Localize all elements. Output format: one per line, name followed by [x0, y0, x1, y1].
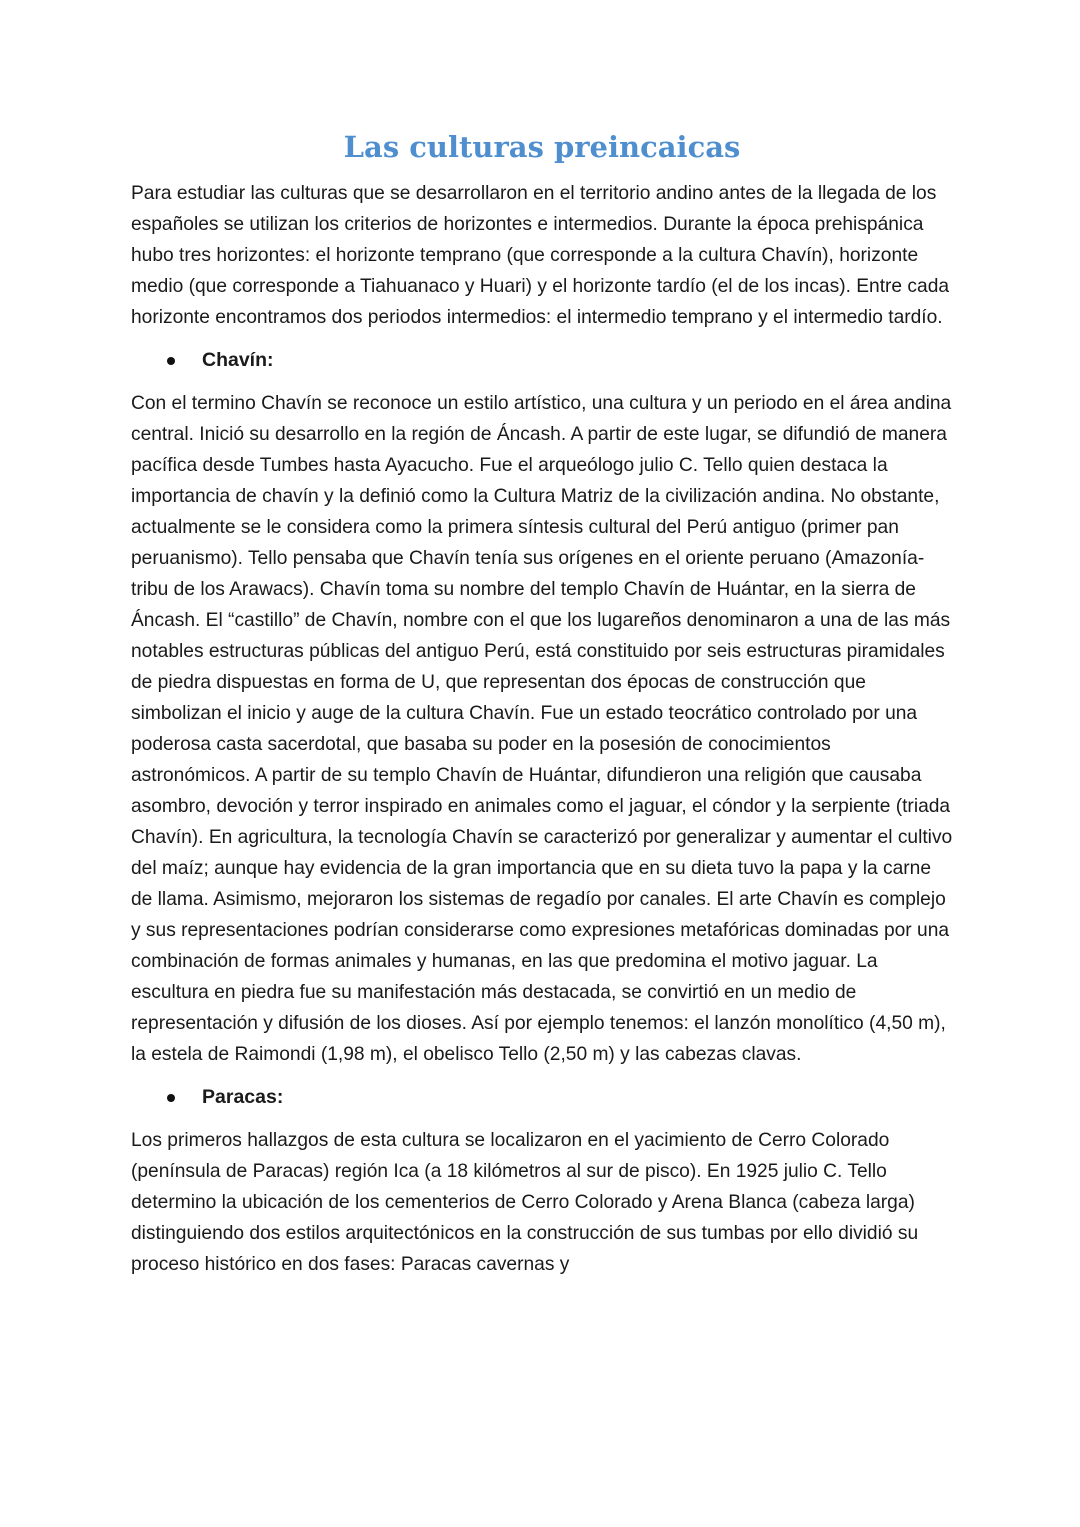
section-heading-chavin	[167, 345, 953, 376]
bullet-icon	[167, 357, 175, 365]
chavin-paragraph: Con el termino Chavín se reconoce un estilo artístico, una cultura y un periodo en el área andina central. Inició su desarrollo en la región de Áncash. A partir de este lugar, se difundió de manera pacífica desde Tumbes hasta Ayacucho. Fue el arqueólogo julio C. Tello quien destaca la importancia de chavín y la definió como la Cultura Matriz de la civilización andina. No obstante, actualmente se le considera como la primera síntesis cultural del Perú antiguo (primer pan peruanismo). Tello pensaba que Chavín tenía sus orígenes en el oriente peruano (Amazonía-tribu de los Arawacs). Chavín toma su nombre del templo Chavín de Huántar, en la sierra de Áncash. El “castillo” de Chavín, nombre con el que los lugareños denominaron a una de las más notables estructuras públicas del antiguo Perú, está constituido por seis estructuras piramidales de piedra dispuestas en forma de U, que representan dos épocas de construcción que simbolizan el inicio y auge de la cultura Chavín. Fue un estado teocrático controlado por una poderosa casta sacerdotal, que basaba su poder en la posesión de conocimientos astronómicos. A partir de su templo Chavín de Huántar, difundieron una religión que causaba asombro, devoción y terror inspirado en animales como el jaguar, el cóndor y la serpiente (triada Chavín). En agricultura, la tecnología Chavín se caracterizó por generalizar y aumentar el cultivo del maíz; aunque hay evidencia de la gran importancia que en su dieta tuvo la papa y la carne de llama. Asimismo, mejoraron los sistemas de regadío por canales. El arte Chavín es complejo y sus representaciones podrían considerarse como expresiones metafóricas dominadas por una combinación de formas animales y humanas, en las que predomina el motivo jaguar. La escultura en piedra fue su manifestación más destacada, se convirtió en un medio de representación y difusión de los dioses. Así por ejemplo tenemos: el lanzón monolítico (4,50 m), la estela de Raimondi (1,98 m), el obelisco Tello (2,50 m) y las cabezas clavas.	[131, 393, 953, 1065]
document-title: Las culturas preincaicas	[343, 130, 741, 164]
section-heading-paracas	[167, 1082, 953, 1113]
section-heading-label: Paracas:	[202, 1086, 284, 1108]
paracas-paragraph: Los primeros hallazgos de esta cultura se localizaron en el yacimiento de Cerro Colorado (península de Paracas) región Ica (a 18 kilómetros al sur de pisco). En 1925 julio C. Tello determino la ubicación de los cementerios de Cerro Colorado y Arena Blanca (cabeza larga) distinguiendo dos estilos arquitectónicos en la construcción de sus tumbas por ello dividió su proceso histórico en dos fases: Paracas cavernas y	[131, 1130, 919, 1275]
intro-paragraph: Para estudiar las culturas que se desarrollaron en el territorio andino antes de la llegada de los españoles se utilizan los criterios de horizontes e intermedios. Durante la época prehispánica hubo tres horizontes: el horizonte temprano (que corresponde a la cultura Chavín), horizonte medio (que corresponde a Tiahuanaco y Huari) y el horizonte tardío (el de los incas). Entre cada horizonte encontramos dos periodos intermedios: el intermedio temprano y el intermedio tardío.	[131, 183, 950, 328]
bullet-icon	[167, 1094, 175, 1102]
section-heading-label: Chavín:	[202, 349, 274, 371]
document-page	[131, 122, 953, 1280]
